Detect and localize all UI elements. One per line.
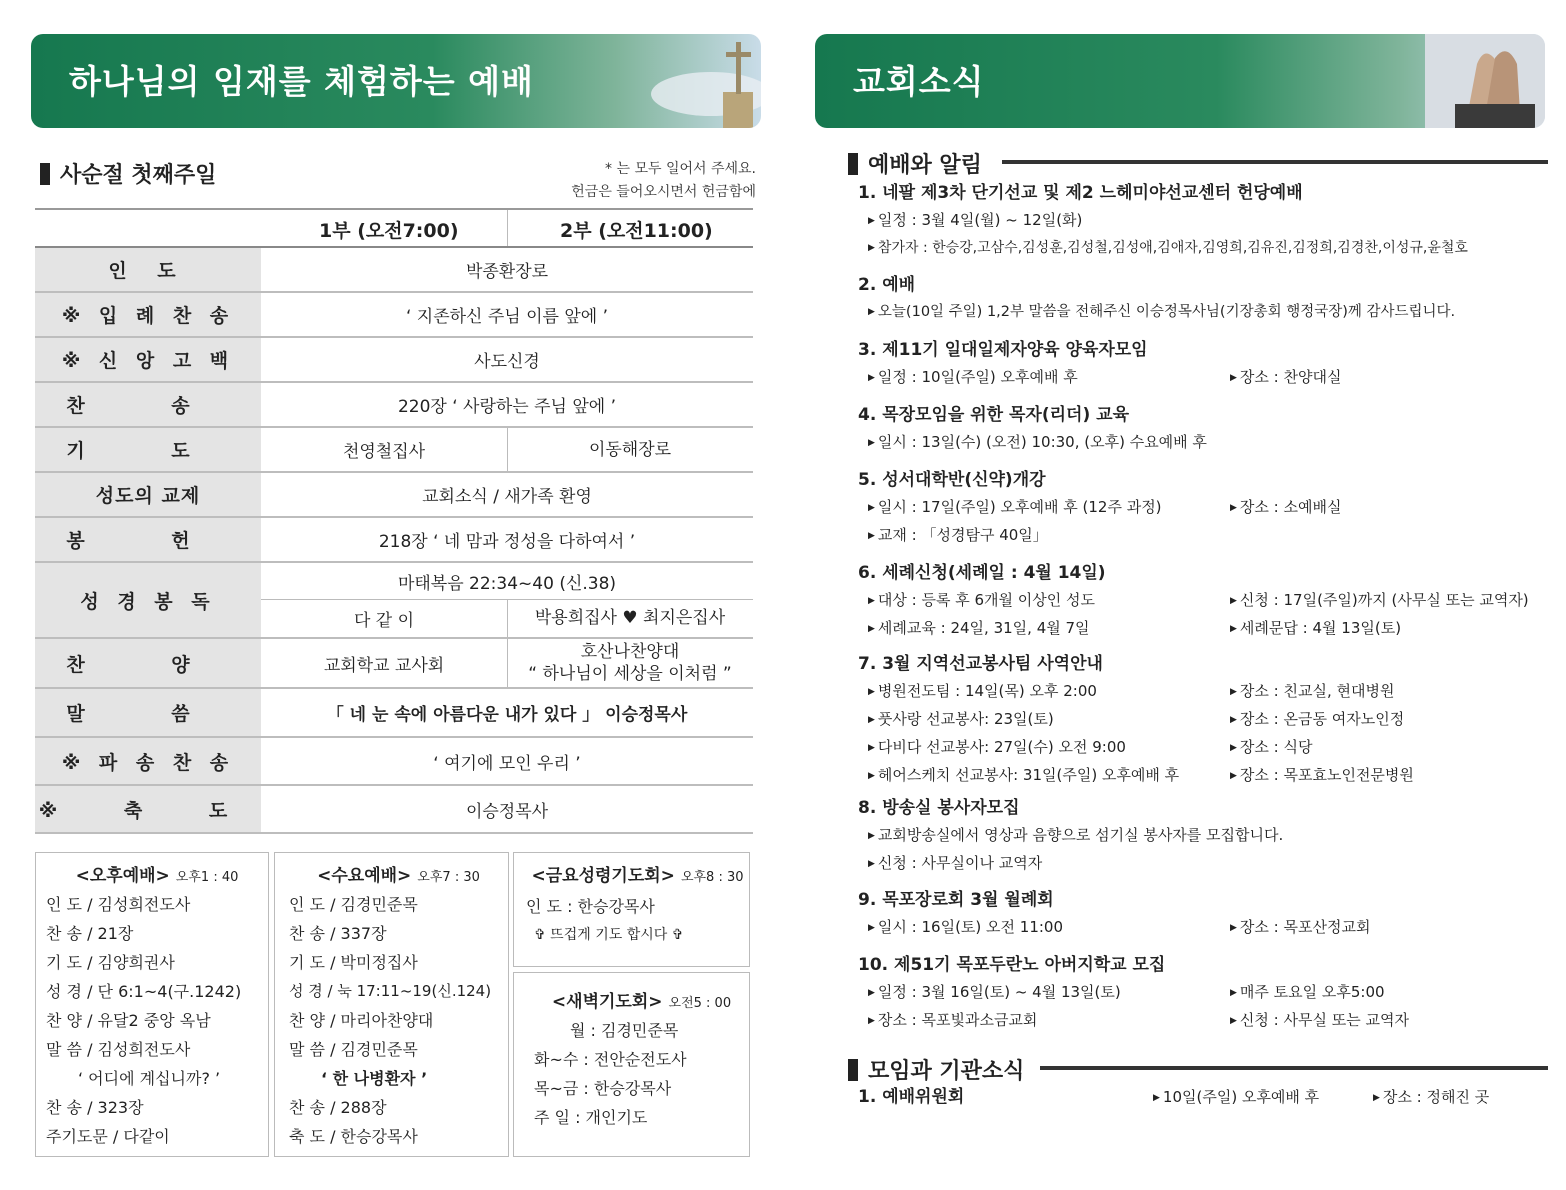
left-banner-title: 하나님의 임재를 체험하는 예배 <box>69 62 534 101</box>
section-bar <box>848 153 858 175</box>
news-item-8: 8. 방송실 봉사자모집 ▶ 교회방송실에서 영상과 음향으로 섬기실 봉사자를 모집합니다. ▶ 신청 : 사무실이나 교역자 <box>858 798 1284 872</box>
order-row-sending-hymn: ※ 파 송 찬 송 ‘ 여기에 모인 우리 ’ <box>35 738 753 786</box>
friday-prayer-box: <금요성령기도회> 오후8 : 30 인 도 : 한승강목사 ✞ 뜨겁게 기도 합시다 ✞ <box>513 852 750 967</box>
service-notes: * 는 모두 일어서 주세요. 헌금은 들어오시면서 헌금함에 <box>571 161 756 200</box>
left-banner <box>31 34 761 128</box>
cross-tower-icon <box>641 34 761 128</box>
right-banner-title: 교회소식 <box>853 62 985 101</box>
section-bar <box>40 163 50 185</box>
afternoon-service-box: <오후예배> 오후1 : 40 인 도 / 김성희전도사 찬 송 / 21장 기 도 / 김양희권사 성 경 / 단 6:1~4(구.1242) 찬 양 / 유달2 중앙 옥남 말 씀 / 김성희전도사 ‘ 어디에 계십니까? ’ 찬 송 / 323장 주기도문 / 다같이 <box>35 852 269 1157</box>
order-row-hymn: 찬 송 220장 ‘ 사랑하는 주님 앞에 ’ <box>35 383 753 428</box>
service-1-header: 1부 (오전7:00) <box>319 220 459 242</box>
order-row-prayer: 기 도 천영철집사 이동해장로 <box>35 428 753 473</box>
service-section-title: 사순절 첫째주일 <box>40 158 216 189</box>
news-item-3: 3. 제11기 일대일제자양육 양육자모임 ▶ 일정 : 10일(주일) 오후예배 후 ▶ 장소 : 찬양대실 <box>858 340 1342 386</box>
news-item-6: 6. 세례신청(세례일 : 4월 14일) ▶ 대상 : 등록 후 6개월 이상인 성도 ▶ 신청 : 17일(주일)까지 (사무실 또는 교역자) ▶ 세례교육 : 24일, 31일, 4월 7일 ▶ 세례문답 : 4월 13일(토) <box>858 563 1529 637</box>
news-item-2: 2. 예배 ▶ 오늘(10일 주일) 1,2부 말씀을 전해주신 이승정목사님(기장총회 행정국장)께 감사드립니다. <box>858 275 1456 320</box>
service-2-header: 2부 (오전11:00) <box>560 220 713 242</box>
meeting-item-1: 1. 예배위원회 ▶ 10일(주일) 오후예배 후 ▶ 장소 : 정해진 곳 <box>858 1087 1490 1107</box>
news-item-10: 10. 제51기 목포두란노 아버지학교 모집 ▶ 일정 : 3월 16일(토) ~ 4월 13일(토) ▶ 매주 토요일 오후5:00 ▶ 장소 : 목포빛과소금교회 ▶ 신청 : 사무실 또는 교역자 <box>858 955 1409 1029</box>
news-section-title: 예배와 알림 <box>848 148 982 179</box>
section-rule <box>1002 160 1548 164</box>
news-list <box>858 180 1553 1032</box>
right-banner <box>815 34 1545 128</box>
news-item-1: 1. 네팔 제3차 단기선교 및 제2 느헤미야선교센터 헌당예배 ▶ 일정 : 3월 4일(월) ~ 12일(화) ▶ 참가자 : 한승강,고삼수,김성훈,김성철,김성애,김애자,김영희,김유진,김정희,김경찬,이성규,윤철호 <box>858 183 1468 256</box>
order-row-scripture: 성 경 봉 독 마태복음 22:34~40 (신.38) 다 같 이 박용희집사 ♥ 최지은집사 <box>35 563 753 639</box>
news-item-7: 7. 3월 지역선교봉사팀 사역안내 ▶ 병원전도팀 : 14일(목) 오후 2:00 ▶ 장소 : 친교실, 현대병원 ▶ 풋사랑 선교봉사: 23일(토) ▶ 장소 : 온금동 여자노인정 ▶ 다비다 선교봉사: 27일(수) 오전 9:00 ▶ 장소 : 식당 ▶ 헤어스케치 선교봉사: 31일(주일) 오후예배 후 ▶ 장소 : 목포효노인전문병원 <box>858 654 1414 784</box>
order-row-fellowship: 성도의 교제 교회소식 / 새가족 환영 <box>35 473 753 518</box>
news-item-9: 9. 목포장로회 3월 월례회 ▶ 일시 : 16일(토) 오전 11:00 ▶ 장소 : 목포산정교회 <box>858 890 1371 936</box>
wednesday-service-box: <수요예배> 오후7 : 30 인 도 / 김경민준목 찬 송 / 337장 기 도 / 박미정집사 성 경 / 눅 17:11~19(신.124) 찬 양 / 마리아찬양대 말 씀 / 김경민준목 ‘ 한 나병환자 ’ 찬 송 / 288장 축 도 / 한승강목사 <box>274 852 509 1157</box>
praying-hands-icon <box>1425 34 1545 128</box>
section-rule-2 <box>1040 1066 1548 1070</box>
order-row-praise: 찬 양 교회학교 교사회 호산나찬양대 “ 하나님이 세상을 이처럼 ” <box>35 639 753 689</box>
order-row-invocation: 인 도 박종환장로 <box>35 248 753 293</box>
news-item-5: 5. 성서대학반(신약)개강 ▶ 일시 : 17일(주일) 오후예배 후 (12주 과정) ▶ 장소 : 소예배실 ▶ 교재 : 「성경탐구 40일」 <box>858 470 1342 544</box>
groups-section-title: 모임과 기관소식 <box>848 1054 1024 1085</box>
section-bar <box>848 1059 858 1081</box>
service-header-row <box>35 208 753 248</box>
order-row-entrance-hymn: ※ 입 례 찬 송 ‘ 지존하신 주님 이름 앞에 ’ <box>35 293 753 338</box>
order-row-sermon: 말 씀 「 네 눈 속에 아름다운 내가 있다 」 이승정목사 <box>35 689 753 738</box>
dawn-prayer-box: <새벽기도회> 오전5 : 00 월 : 김경민준목 화~수 : 전안순전도사 목~금 : 한승강목사 주 일 : 개인기도 <box>513 972 750 1157</box>
order-row-offering: 봉 헌 218장 ‘ 네 맘과 정성을 다하여서 ’ <box>35 518 753 563</box>
news-item-4: 4. 목장모임을 위한 목자(리더) 교육 ▶ 일시 : 13일(수) (오전) 10:30, (오후) 수요예배 후 <box>858 405 1207 451</box>
order-row-benediction: ※ 축 도 이승정목사 <box>35 786 753 834</box>
order-of-service <box>35 208 753 834</box>
order-row-creed: ※ 신 앙 고 백 사도신경 <box>35 338 753 383</box>
